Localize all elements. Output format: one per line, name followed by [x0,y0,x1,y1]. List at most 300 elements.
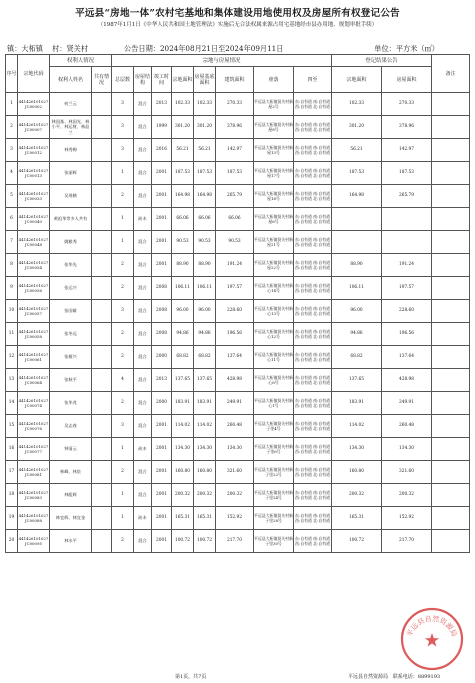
cell-bounds: 东:自有道 南:自有道 西:自有道 北:自有道 [294,415,332,438]
cell-name: 林彪辉 [50,484,92,507]
cell-build-area: 134.30 [216,438,254,461]
cell-house-area: 200.32 [382,484,432,507]
cell-seat: 平远县大柘镇贤关村新子里24号 [254,484,294,507]
cell-remark [432,438,470,461]
cell-seat: 平远县大柘镇贤关村新心12号 [254,323,294,346]
cell-footprint: 187.53 [194,162,216,185]
table-row [6,461,470,484]
cell-seq: 4 [6,162,18,185]
cell-co-owner [92,507,112,530]
cell-house-area: 137.64 [382,346,432,369]
cell-base-area: 96.00 [172,300,194,323]
cell-co-owner [92,162,112,185]
cell-base-area: 66.06 [172,208,194,231]
cell-year: 2001 [152,208,172,231]
header-year: 竣工时间 [152,67,172,93]
cell-bounds: 东:自有道 南:自有道 西:自有道 北:自有道 [294,438,332,461]
cell-co-owner [92,484,112,507]
cell-year: 2013 [152,369,172,392]
cell-seat: 平远县大柘镇贤关村新屋17号 [254,162,294,185]
cell-build-area: 196.56 [216,323,254,346]
cell-seq: 11 [6,323,18,346]
cell-house-area [382,231,432,254]
header-seq: 序号 [6,55,18,93]
cell-parcel-code: 441426101027JC00076 [18,415,50,438]
cell-seq: 9 [6,277,18,300]
cell-parcel-code: 441426101027JC00054 [18,254,50,277]
cell-bounds: 东:自有道 南:自有道 西:自有道 北:自有道 [294,369,332,392]
cell-co-owner [92,185,112,208]
table-row [6,116,470,139]
cell-structure: 混合 [134,323,152,346]
cell-base-area: 102.33 [172,93,194,116]
cell-build-area: 66.06 [216,208,254,231]
cell-remark [432,530,470,553]
cell-co-owner [92,116,112,139]
cell-remark [432,346,470,369]
cell-year: 2001 [152,254,172,277]
cell-parcel-code: 441426101027JC00077 [18,438,50,461]
cell-co-owner [92,346,112,369]
cell-footprint: 56.21 [194,139,216,162]
meta-location [7,44,88,54]
cell-base-area: 301.20 [172,116,194,139]
cell-year: 2000 [152,392,172,415]
cell-footprint: 66.06 [194,208,216,231]
cell-floors: 2 [112,461,134,484]
cell-seat: 平远县大柘镇贤关村新子里28号 [254,507,294,530]
cell-parcel-code: 441426101027JC00057 [18,300,50,323]
table-row [6,369,470,392]
cell-parcel-code: 441426101027JC00013 [18,162,50,185]
cell-remark [432,323,470,346]
cell-year: 2001 [152,438,172,461]
cell-land-area: 88.90 [332,254,382,277]
cell-floors: 4 [112,369,134,392]
cell-year: 2001 [152,231,172,254]
table-row [6,392,470,415]
cell-build-area: 378.96 [216,116,254,139]
cell-base-area: 94.86 [172,323,194,346]
cell-land-area: 183.91 [332,392,382,415]
cell-parcel-code: 441426101027JC00061 [18,346,50,369]
header-footprint: 房屋基底面积 [194,67,216,93]
table-row [6,231,470,254]
cell-bounds: 东:自有道 南:自有道 西:自有道 北:自有道 [294,254,332,277]
cell-house-area: 152.92 [382,507,432,530]
cell-year: 2008 [152,323,172,346]
cell-footprint: 301.20 [194,116,216,139]
cell-footprint: 164.98 [194,185,216,208]
cell-base-area: 137.65 [172,369,194,392]
cell-co-owner [92,300,112,323]
cell-parcel-code: 441426101027JC00083 [18,484,50,507]
cell-remark [432,208,470,231]
cell-seat: 平远县大柘镇贤关村新子里4号 [254,415,294,438]
cell-structure: 混合 [134,415,152,438]
cell-name: 黄祖华等多人共有 [50,208,92,231]
cell-structure: 混合 [134,162,152,185]
cell-build-area: 428.98 [216,369,254,392]
cell-footprint: 137.65 [194,369,216,392]
cell-footprint: 90.53 [194,231,216,254]
cell-land-area: 137.65 [332,369,382,392]
header-result-group: 登记结果公告 [332,55,432,67]
cell-footprint: 160.80 [194,461,216,484]
cell-base-area: 183.91 [172,392,194,415]
cell-floors: 3 [112,93,134,116]
cell-seq: 20 [6,530,18,553]
cell-year: 2001 [152,484,172,507]
cell-bounds: 东:自有道 南:自有道 西:自有道 北:自有道 [294,346,332,369]
cell-floors: 1 [112,484,134,507]
cell-name: 张华先 [50,254,92,277]
cell-seat: 平远县大柘镇贤关村新屋22号 [254,254,294,277]
registration-table [5,54,470,553]
cell-structure: 混合 [134,93,152,116]
cell-bounds: 东:自有道 南:自有道 西:自有道 北:自有道 [294,484,332,507]
cell-base-area: 90.53 [172,231,194,254]
cell-base-area: 134.30 [172,438,194,461]
cell-seq: 3 [6,139,18,162]
cell-remark [432,185,470,208]
official-seal-stamp [399,606,465,672]
cell-seq: 17 [6,461,18,484]
seal-star-icon [425,633,439,647]
cell-seat: 平远县大柘镇贤关村新屋16号 [254,185,294,208]
cell-floors: 2 [112,185,134,208]
cell-footprint: 68.82 [194,346,216,369]
cell-floors: 3 [112,415,134,438]
cell-name: 林峰、林宸 [50,461,92,484]
cell-seat: 平远县大柘镇贤关村新心8号 [254,369,294,392]
cell-parcel-code: 441426101027JC00002 [18,93,50,116]
cell-seat: 平远县大柘镇贤关村新心11号 [254,346,294,369]
header-rights-group: 权利人情况 [50,55,112,67]
cell-base-area: 114.02 [172,415,194,438]
cell-structure: 混合 [134,300,152,323]
cell-seat: 平远县大柘镇贤关村新屋13号 [254,139,294,162]
cell-bounds: 东:自有道 南:自有道 西:自有道 北:自有道 [294,162,332,185]
cell-house-area: 134.30 [382,438,432,461]
cell-floors: 2 [112,530,134,553]
cell-land-area: 102.33 [332,93,382,116]
cell-co-owner [92,323,112,346]
cell-house-area: 197.57 [382,277,432,300]
cell-seat: 平远县大柘镇贤关村新子里6号 [254,438,294,461]
table-row [6,93,470,116]
cell-floors: 2 [112,277,134,300]
cell-co-owner [92,139,112,162]
meta-period: 公告日期：2024年08月21日至2024年09月11日 [124,44,284,53]
table-row [6,139,470,162]
cell-bounds: 东:自有道 南:自有道 西:自有道 北:自有道 [294,139,332,162]
table-row [6,415,470,438]
table-row [6,530,470,553]
cell-build-area: 270.33 [216,93,254,116]
document-subtitle: （1987年1月1日《中华人民共和国土地管理法》实施后无合法权属来源占用宅基地经市县办用地、规划审批手续） [97,22,378,28]
cell-build-area: 137.64 [216,346,254,369]
cell-remark [432,93,470,116]
cell-base-area: 56.21 [172,139,194,162]
cell-seq: 1 [6,93,18,116]
cell-structure: 砖木 [134,507,152,530]
cell-base-area: 160.80 [172,461,194,484]
cell-remark [432,392,470,415]
cell-name: 钟清云 [50,438,92,461]
cell-base-area: 88.90 [172,254,194,277]
cell-parcel-code: 441426101027JC00040 [18,208,50,231]
cell-co-owner [92,254,112,277]
footer-org: 平远县自然资源局 [348,674,389,680]
cell-year: 1999 [152,116,172,139]
header-land-group: 宗地与房屋情况 [112,55,332,67]
cell-parcel-code: 441426101027JC00048 [18,231,50,254]
footer-contact [348,673,440,680]
cell-base-area: 165.31 [172,507,194,530]
meta-village: 村：贤关村 [52,44,89,53]
cell-footprint: 134.30 [194,438,216,461]
cell-seq: 13 [6,369,18,392]
header-build-area: 建筑面积 [216,67,254,93]
cell-year: 2001 [152,507,172,530]
cell-structure: 混合 [134,530,152,553]
cell-parcel-code: 441426101027JC00074 [18,392,50,415]
cell-footprint: 165.31 [194,507,216,530]
cell-seq: 18 [6,484,18,507]
seal-text: 平远县自然资源局 [405,614,459,638]
cell-remark [432,461,470,484]
cell-floors: 3 [112,300,134,323]
header-structure: 房屋结构 [134,67,152,93]
cell-build-area: 187.53 [216,162,254,185]
header-remark: 备注 [432,55,470,93]
cell-parcel-code: 441426101027JC00012 [18,139,50,162]
cell-house-area: 191.24 [382,254,432,277]
registration-rows [6,93,470,553]
cell-build-area: 142.97 [216,139,254,162]
cell-house-area: 217.70 [382,530,432,553]
cell-build-area: 217.70 [216,530,254,553]
table-row [6,162,470,185]
header-name: 权利人姓名 [50,67,92,93]
cell-remark [432,277,470,300]
cell-house-area: 270.33 [382,93,432,116]
cell-build-area: 191.24 [216,254,254,277]
cell-land-area: 301.20 [332,116,382,139]
cell-co-owner [92,530,112,553]
cell-co-owner [92,415,112,438]
cell-house-area: 142.97 [382,139,432,162]
cell-footprint: 106.11 [194,277,216,300]
cell-structure: 混合 [134,392,152,415]
cell-seq: 6 [6,208,18,231]
cell-name: 张丽辉 [50,162,92,185]
cell-land-area: 165.31 [332,507,382,530]
cell-co-owner [92,369,112,392]
cell-floors: 1 [112,507,134,530]
cell-co-owner [92,277,112,300]
document-title: 平远县“房地一体”农村宅基地和集体建设用地使用权及房屋所有权登记公告 [75,8,400,19]
cell-base-area: 187.53 [172,162,194,185]
header-parcel-code: 宗地代码 [18,55,50,93]
cell-build-area: 265.79 [216,185,254,208]
cell-bounds: 东:自有道 南:自有道 西:自有道 北:自有道 [294,300,332,323]
cell-remark [432,507,470,530]
cell-co-owner [92,231,112,254]
cell-parcel-code: 441426101027JC00095 [18,530,50,553]
cell-remark [432,369,470,392]
cell-seq: 12 [6,346,18,369]
cell-structure: 混合 [134,231,152,254]
cell-floors: 1 [112,438,134,461]
table-row [6,484,470,507]
cell-bounds: 东:自有道 南:自有道 西:自有道 北:自有道 [294,277,332,300]
cell-seat: 平远县大柘镇贤关村新屋2号 [254,93,294,116]
cell-name: 张华兆 [50,392,92,415]
table-row [6,346,470,369]
cell-land-area: 160.80 [332,461,382,484]
cell-seq: 8 [6,254,18,277]
header-co-owner: 共有情况 [92,67,112,93]
cell-name: 张雁兴 [50,346,92,369]
cell-seq: 7 [6,231,18,254]
cell-seq: 10 [6,300,18,323]
cell-bounds: 东:自有道 南:自有道 西:自有道 北:自有道 [294,323,332,346]
cell-name: 张冬远 [50,323,92,346]
cell-footprint: 88.90 [194,254,216,277]
cell-land-area: 164.98 [332,185,382,208]
cell-seq: 5 [6,185,18,208]
cell-remark [432,162,470,185]
cell-house-area: 265.79 [382,185,432,208]
cell-floors: 2 [112,392,134,415]
cell-house-area: 187.53 [382,162,432,185]
cell-name: 张国雄 [50,300,92,323]
cell-floors: 2 [112,254,134,277]
cell-footprint: 102.33 [194,93,216,116]
cell-structure: 混合 [134,369,152,392]
cell-house-area: 378.96 [382,116,432,139]
cell-name: 姚粮秀 [50,231,92,254]
cell-land-area: 56.21 [332,139,382,162]
table-row [6,438,470,461]
cell-remark [432,300,470,323]
cell-parcel-code: 441426101027JC00033 [18,185,50,208]
table-row [6,507,470,530]
cell-structure: 砖木 [134,208,152,231]
cell-name: 何兰云 [50,93,92,116]
cell-base-area: 164.98 [172,185,194,208]
cell-name: 林秀梅 [50,139,92,162]
cell-floors: 3 [112,116,134,139]
cell-parcel-code: 441426101027JC00081 [18,461,50,484]
cell-house-area: 428.98 [382,369,432,392]
cell-floors: 1 [112,208,134,231]
table-row [6,185,470,208]
footer-phone: 联系电话：8899193 [392,674,441,680]
cell-bounds: 东:自有道 南:自有道 西:自有道 北:自有道 [294,116,332,139]
cell-co-owner [92,438,112,461]
cell-land-area: 68.82 [332,346,382,369]
header-house-area: 房屋面积 [382,67,432,93]
cell-seat: 平远县大柘镇贤关村新屋6号 [254,208,294,231]
cell-name: 林国基、林国光、林小平、林运财、林品兰 [50,116,92,139]
cell-footprint: 200.32 [194,484,216,507]
cell-floors: 1 [112,162,134,185]
cell-footprint: 114.02 [194,415,216,438]
cell-seq: 19 [6,507,18,530]
cell-seq: 2 [6,116,18,139]
table-row [6,208,470,231]
cell-build-area: 260.48 [216,415,254,438]
cell-bounds: 东:自有道 南:自有道 西:自有道 北:自有道 [294,93,332,116]
cell-build-area: 90.53 [216,231,254,254]
cell-year: 2008 [152,300,172,323]
cell-land-area [332,231,382,254]
table-row [6,254,470,277]
cell-year: 2001 [152,415,172,438]
cell-seat: 平远县大柘镇贤关村新屋21号 [254,231,294,254]
cell-footprint: 183.91 [194,392,216,415]
cell-name: 张运兴 [50,277,92,300]
meta-town: 镇：大柘镇 [7,44,43,53]
cell-house-area [382,208,432,231]
cell-land-area [332,208,382,231]
cell-land-area: 100.72 [332,530,382,553]
cell-land-area: 134.30 [332,438,382,461]
cell-land-area: 94.86 [332,323,382,346]
cell-structure: 混合 [134,116,152,139]
cell-structure: 混合 [134,185,152,208]
cell-land-area: 200.32 [332,484,382,507]
cell-footprint: 94.86 [194,323,216,346]
cell-co-owner [92,208,112,231]
cell-parcel-code: 441426101027JC00064 [18,369,50,392]
cell-seq: 16 [6,438,18,461]
cell-bounds: 东:自有道 南:自有道 西:自有道 北:自有道 [294,507,332,530]
cell-remark [432,254,470,277]
header-base-area: 宗地面积 [172,67,194,93]
cell-build-area: 228.60 [216,300,254,323]
table-row [6,277,470,300]
cell-build-area: 152.92 [216,507,254,530]
cell-year: 2001 [152,185,172,208]
cell-remark [432,139,470,162]
cell-structure: 混合 [134,346,152,369]
cell-base-area: 68.82 [172,346,194,369]
cell-year: 2008 [152,277,172,300]
cell-bounds: 东:自有道 南:自有道 西:自有道 北:自有道 [294,208,332,231]
cell-land-area: 187.53 [332,162,382,185]
cell-bounds: 东:自有道 南:自有道 西:自有道 北:自有道 [294,185,332,208]
cell-footprint: 100.72 [194,530,216,553]
cell-year: 2001 [152,162,172,185]
cell-house-area: 249.91 [382,392,432,415]
cell-base-area: 106.11 [172,277,194,300]
cell-year: 2016 [152,139,172,162]
cell-floors: 2 [112,323,134,346]
cell-floors: 2 [112,346,134,369]
cell-structure: 混合 [134,139,152,162]
cell-remark [432,231,470,254]
cell-parcel-code: 441426101027JC00007 [18,116,50,139]
cell-seat: 平远县大柘镇贤关村新子里22号 [254,461,294,484]
cell-bounds: 东:自有道 南:自有道 西:自有道 北:自有道 [294,530,332,553]
cell-bounds: 东:自有道 南:自有道 西:自有道 北:自有道 [294,461,332,484]
cell-year: 2001 [152,530,172,553]
cell-name: 吴志春 [50,415,92,438]
